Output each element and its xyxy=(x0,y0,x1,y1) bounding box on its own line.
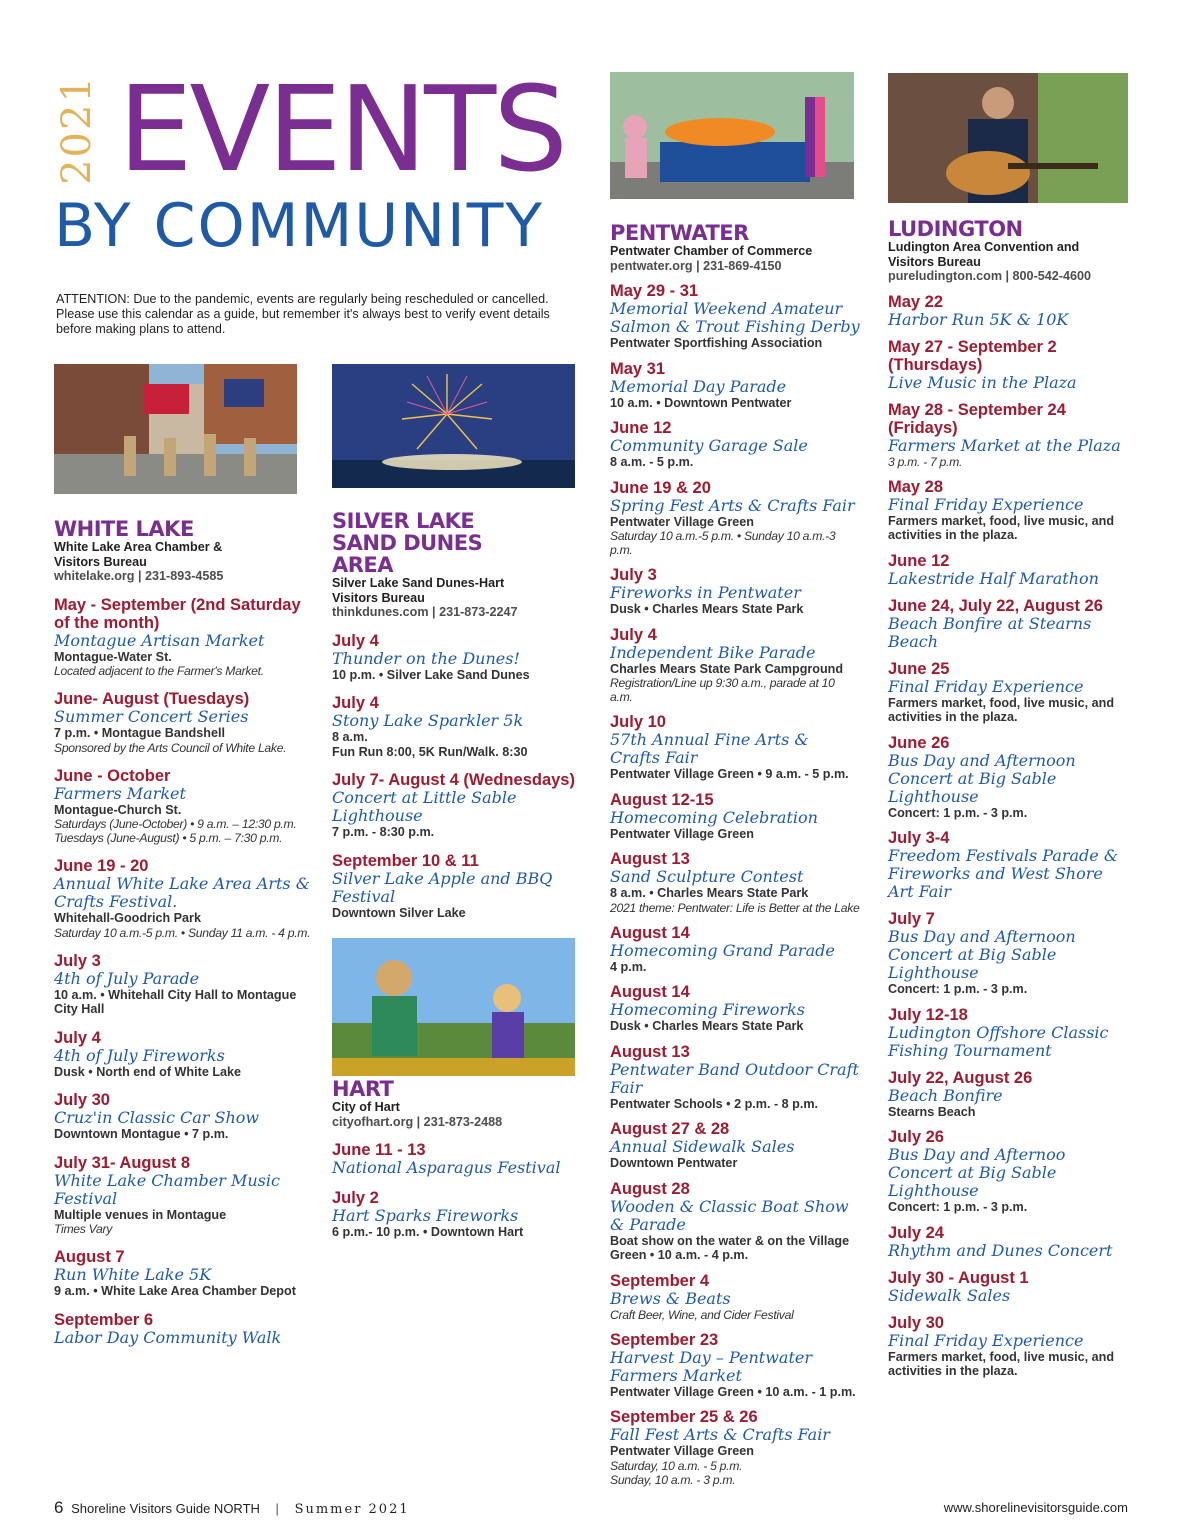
event-title: Wooden & Classic Boat Show & Parade xyxy=(610,1196,849,1234)
event-location: Concert: 1 p.m. - 3 p.m. xyxy=(888,982,1028,996)
event-item xyxy=(332,771,577,840)
community-org: Ludington Area Convention and Visitors Bureau xyxy=(888,240,1080,269)
event-location: Downtown Pentwater xyxy=(610,1156,738,1170)
season-label: Summer 2021 xyxy=(294,1502,410,1517)
event-item xyxy=(888,734,1133,821)
event-note: Sunday, 10 a.m. - 3 p.m. xyxy=(610,1472,736,1487)
community-contact: thinkdunes.com | 231-873-2247 xyxy=(332,605,518,619)
event-location: Farmers market, food, live music, and activities in the plaza. xyxy=(888,1349,1115,1378)
event-title: Cruz'in Classic Car Show xyxy=(54,1108,260,1127)
attention-notice: ATTENTION: Due to the pandemic, events are regularly being rescheduled or cancelled. Please use this calendar as a guide, but remember it's always best to verify event details before making plans to attend. xyxy=(56,292,550,336)
event-date: August 28 xyxy=(610,1179,690,1198)
event-title: Sand Sculpture Contest xyxy=(610,867,804,886)
event-item xyxy=(332,694,577,759)
event-location: Pentwater Schools • 2 p.m. - 8 p.m. xyxy=(610,1096,819,1111)
event-location: 8 a.m. xyxy=(332,730,368,744)
event-title: Fireworks in Pentwater xyxy=(610,583,801,602)
event-item xyxy=(888,293,1133,329)
event-title: 57th Annual Fine Arts & Crafts Fair xyxy=(610,730,809,767)
event-title: Final Friday Experience xyxy=(888,676,1084,696)
event-item xyxy=(888,910,1133,997)
event-item xyxy=(888,478,1133,543)
page-number: 6 xyxy=(54,1498,64,1517)
event-note: Registration/Line up 9:30 a.m., parade at 10 a.m. xyxy=(610,676,835,704)
event-location: Whitehall-Goodrich Park xyxy=(54,911,201,925)
event-item xyxy=(54,690,319,755)
community-name: SILVER LAKE SAND DUNES AREA xyxy=(332,509,483,577)
event-location: Pentwater Village Green xyxy=(610,1444,754,1458)
event-date: July 4 xyxy=(610,625,657,644)
event-title: Harvest Day – Pentwater Farmers Market xyxy=(610,1347,812,1385)
event-title: Bus Day and Afternoo Concert at Big Sable Lighthouse xyxy=(888,1145,1066,1200)
event-item xyxy=(54,952,319,1017)
event-title: Homecoming Celebration xyxy=(610,807,818,827)
event-title: Independent Bike Parade xyxy=(610,642,816,662)
event-location: Downtown Silver Lake xyxy=(332,905,466,920)
event-date: August 13 xyxy=(610,850,690,868)
event-item xyxy=(54,857,319,940)
event-item xyxy=(610,566,860,617)
event-title: Labor Day Community Walk xyxy=(54,1327,282,1347)
event-date: July 3 xyxy=(610,566,657,584)
event-item xyxy=(54,596,319,679)
event-location: Concert: 1 p.m. - 3 p.m. xyxy=(888,805,1028,820)
event-location: Pentwater Village Green • 10 a.m. - 1 p.m. xyxy=(610,1384,856,1399)
event-note: 3 p.m. - 7 p.m. xyxy=(888,454,963,469)
page-title: EVENTS xyxy=(118,60,566,198)
event-note: Saturday, 10 a.m. - 5 p.m. xyxy=(610,1458,743,1473)
festival-royalty-photo xyxy=(332,938,575,1076)
event-date: May 27 - September 2 (Thursdays) xyxy=(888,337,1057,374)
event-location: Pentwater Village Green xyxy=(610,514,754,529)
event-title: 4th of July Fireworks xyxy=(54,1045,225,1065)
event-date: July 24 xyxy=(888,1223,944,1242)
event-location: Montague-Church St. xyxy=(54,802,182,817)
event-item xyxy=(610,983,860,1034)
event-item xyxy=(888,829,1133,901)
event-date: June- August (Tuesdays) xyxy=(54,690,250,708)
event-date: September 4 xyxy=(610,1271,710,1290)
event-item xyxy=(888,1269,1133,1305)
event-note: 2021 theme: Pentwater: Life is Better at the Lake xyxy=(610,900,860,915)
event-item xyxy=(888,1128,1133,1215)
event-item xyxy=(888,1314,1133,1379)
event-date: June 19 - 20 xyxy=(54,857,149,875)
event-title: Stony Lake Sparkler 5k xyxy=(332,711,524,730)
white-lake-section xyxy=(54,518,319,1347)
event-date: August 12-15 xyxy=(610,790,714,809)
event-item xyxy=(610,626,860,705)
event-location: Farmers market, food, live music, and activities in the plaza. xyxy=(888,513,1115,542)
event-location: Downtown Montague • 7 p.m. xyxy=(54,1127,229,1141)
event-title: Beach Bonfire at Stearns Beach xyxy=(888,613,1092,651)
event-title: Harbor Run 5K & 10K xyxy=(888,309,1069,329)
event-date: August 27 & 28 xyxy=(610,1120,730,1138)
event-title: Memorial Day Parade xyxy=(610,376,787,396)
event-item xyxy=(610,1272,860,1322)
event-date: July 30 xyxy=(888,1313,944,1332)
event-date: July 22, August 26 xyxy=(888,1068,1033,1087)
event-date: July 12-18 xyxy=(888,1005,968,1024)
event-location: Dusk • Charles Mears State Park xyxy=(610,602,804,616)
community-org: Silver Lake Sand Dunes-Hart Visitors Bureau xyxy=(332,576,505,605)
event-date: May 29 - 31 xyxy=(610,282,699,300)
event-date: June 12 xyxy=(610,419,672,437)
event-location: Charles Mears State Park Campground xyxy=(610,661,844,676)
event-item xyxy=(610,713,860,782)
page-subtitle: BY COMMUNITY xyxy=(54,191,545,261)
hart-section xyxy=(332,1078,577,1240)
event-location: Dusk • Charles Mears State Park xyxy=(610,1019,804,1033)
event-location: Pentwater Sportfishing Association xyxy=(610,336,823,350)
community-contact: cityofhart.org | 231-873-2488 xyxy=(332,1114,503,1129)
publication-name: Shoreline Visitors Guide NORTH xyxy=(71,1501,260,1516)
event-location: Farmers market, food, live music, and activities in the plaza. xyxy=(888,695,1115,724)
event-date: July 30 xyxy=(54,1091,110,1109)
event-date: June 26 xyxy=(888,733,950,752)
footer-divider: | xyxy=(275,1501,279,1516)
event-title: Bus Day and Afternoon Concert at Big Sable Lighthouse xyxy=(888,750,1076,806)
event-date: September 10 & 11 xyxy=(332,851,479,870)
event-item xyxy=(54,767,319,846)
event-date: August 13 xyxy=(610,1042,690,1061)
event-title: National Asparagus Festival xyxy=(332,1158,561,1177)
event-title: White Lake Chamber Music Festival xyxy=(54,1170,280,1208)
community-contact: pureludington.com | 800-542-4600 xyxy=(888,269,1091,283)
event-date: May 22 xyxy=(888,292,944,311)
event-title: Farmers Market xyxy=(54,783,186,803)
event-title: Silver Lake Apple and BBQ Festival xyxy=(332,868,553,906)
event-note: Located adjacent to the Farmer's Market. xyxy=(54,664,264,678)
event-date: May 28 - September 24 (Fridays) xyxy=(888,400,1066,437)
website-link[interactable]: www.shorelinevisitorsguide.com xyxy=(943,1500,1128,1515)
guitarist-photo xyxy=(888,73,1128,203)
event-date: July 2 xyxy=(332,1189,379,1207)
event-title: Montague Artisan Market xyxy=(54,630,265,650)
community-org: White Lake Area Chamber & Visitors Bureau xyxy=(54,540,223,569)
event-title: Rhythm and Dunes Concert xyxy=(888,1240,1113,1260)
event-title: Run White Lake 5K xyxy=(54,1265,212,1284)
event-note: Saturday 10 a.m.-5 p.m. • Sunday 11 a.m. - 4 p.m. xyxy=(54,925,311,940)
event-date: July 4 xyxy=(332,694,379,712)
event-date: June - October xyxy=(54,766,171,785)
event-item xyxy=(610,850,860,915)
event-location: 8 a.m. - 5 p.m. xyxy=(610,455,694,469)
event-item xyxy=(888,338,1133,392)
event-date: July 7 xyxy=(888,910,935,928)
event-title: Thunder on the Dunes! xyxy=(332,648,520,668)
event-title: Beach Bonfire xyxy=(888,1085,1003,1105)
event-item xyxy=(888,1224,1133,1260)
event-date: July 3-4 xyxy=(888,829,950,847)
event-item xyxy=(610,479,860,558)
event-title: Spring Fest Arts & Crafts Fair xyxy=(610,495,855,515)
event-location: Concert: 1 p.m. - 3 p.m. xyxy=(888,1200,1028,1214)
event-title: Concert at Little Sable Lighthouse xyxy=(332,788,517,825)
event-note: Craft Beer, Wine, and Cider Festival xyxy=(610,1307,794,1322)
event-title: Memorial Weekend Amateur Salmon & Trout Fishing Derby xyxy=(610,299,860,336)
event-location: 6 p.m.- 10 p.m. • Downtown Hart xyxy=(332,1225,524,1239)
event-title: Freedom Festivals Parade & Fireworks and West Shore Art Fair xyxy=(888,846,1119,901)
event-date: July 31- August 8 xyxy=(54,1153,191,1172)
event-item xyxy=(610,419,860,470)
event-title: Fall Fest Arts & Crafts Fair xyxy=(610,1425,830,1444)
event-date: August 7 xyxy=(54,1248,125,1266)
event-title: Homecoming Grand Parade xyxy=(610,940,835,960)
event-location: Fun Run 8:00, 5K Run/Walk. 8:30 xyxy=(332,744,528,759)
event-date: July 4 xyxy=(54,1028,101,1047)
event-location: 9 a.m. • White Lake Area Chamber Depot xyxy=(54,1284,296,1298)
event-title: Annual Sidewalk Sales xyxy=(610,1137,795,1156)
event-item xyxy=(888,552,1133,588)
event-date: July 26 xyxy=(888,1128,944,1146)
community-name: LUDINGTON xyxy=(888,217,1023,241)
event-item xyxy=(610,791,860,842)
event-location: 7 p.m. - 8:30 p.m. xyxy=(332,825,435,839)
community-contact: whitelake.org | 231-893-4585 xyxy=(54,569,224,583)
event-date: September 6 xyxy=(54,1310,154,1329)
event-note: Times Vary xyxy=(54,1222,113,1236)
year-label: 2021 xyxy=(54,75,100,185)
event-item xyxy=(54,1091,319,1142)
event-item xyxy=(54,1154,319,1237)
fireworks-photo xyxy=(332,364,575,488)
event-location: Pentwater Village Green • 9 a.m. - 5 p.m. xyxy=(610,767,849,781)
ludington-section xyxy=(888,218,1133,1379)
event-location: 10 p.m. • Silver Lake Sand Dunes xyxy=(332,667,530,682)
event-title: Summer Concert Series xyxy=(54,707,249,726)
event-date: September 23 xyxy=(610,1330,719,1349)
event-location: 4 p.m. xyxy=(610,959,647,974)
event-location: Boat show on the water & on the Village Green • 10 a.m. - 4 p.m. xyxy=(610,1233,850,1262)
event-date: August 14 xyxy=(610,923,690,942)
event-item xyxy=(888,1069,1133,1120)
event-date: June 24, July 22, August 26 xyxy=(888,596,1103,615)
pentwater-parade-photo xyxy=(610,72,854,199)
event-title: Lakestride Half Marathon xyxy=(888,568,1099,588)
event-item xyxy=(610,924,860,975)
event-item xyxy=(888,660,1133,725)
event-item xyxy=(610,1120,860,1171)
event-location: Dusk • North end of White Lake xyxy=(54,1064,242,1079)
event-note: Saturdays (June-October) • 9 a.m. – 12:30 p.m. xyxy=(54,817,297,831)
event-item xyxy=(332,1189,577,1240)
event-title: Live Music in the Plaza xyxy=(888,372,1077,392)
event-date: June 12 xyxy=(888,551,950,570)
page-footer xyxy=(54,1498,410,1518)
event-title: Community Garage Sale xyxy=(610,436,808,455)
event-item xyxy=(332,632,577,683)
community-org: Pentwater Chamber of Commerce xyxy=(610,244,813,258)
event-date: June 11 - 13 xyxy=(332,1141,426,1159)
event-date: June 19 & 20 xyxy=(610,478,711,497)
event-title: Bus Day and Afternoon Concert at Big Sable Lighthouse xyxy=(888,927,1076,982)
event-date: July 4 xyxy=(332,631,379,650)
event-location: Montague-Water St. xyxy=(54,649,172,664)
event-date: August 14 xyxy=(610,983,690,1001)
parade-photo xyxy=(54,364,297,494)
community-name: WHITE LAKE xyxy=(54,517,194,541)
event-title: Annual White Lake Area Arts & Crafts Festival. xyxy=(54,874,310,911)
event-date: July 30 - August 1 xyxy=(888,1268,1029,1287)
event-item xyxy=(54,1029,319,1080)
event-location: 8 a.m. • Charles Mears State Park xyxy=(610,886,809,900)
event-location: 10 a.m. • Whitehall City Hall to Montague City Hall xyxy=(54,987,297,1016)
event-date: July 3 xyxy=(54,951,101,970)
event-date: June 25 xyxy=(888,659,950,678)
event-title: Ludington Offshore Classic Fishing Tournament xyxy=(888,1022,1109,1060)
community-name: HART xyxy=(332,1077,394,1101)
event-location: 10 a.m. • Downtown Pentwater xyxy=(610,395,792,410)
event-item xyxy=(610,1180,860,1263)
event-item xyxy=(610,1331,860,1400)
event-title: Homecoming Fireworks xyxy=(610,1000,805,1019)
event-location: 7 p.m. • Montague Bandshell xyxy=(54,726,225,740)
event-item xyxy=(610,360,860,411)
event-date: May 28 xyxy=(888,477,944,496)
event-item xyxy=(54,1248,319,1299)
event-item xyxy=(610,282,860,351)
event-title: Farmers Market at the Plaza xyxy=(888,435,1121,455)
event-item xyxy=(610,1043,860,1112)
event-note: Sponsored by the Arts Council of White Lake. xyxy=(54,740,287,755)
event-note: Tuesdays (June-August) • 5 p.m. – 7:30 p.m. xyxy=(54,831,283,845)
event-item xyxy=(54,1311,319,1347)
event-title: Final Friday Experience xyxy=(888,1330,1084,1350)
community-name: PENTWATER xyxy=(610,221,749,245)
event-title: Sidewalk Sales xyxy=(888,1285,1011,1305)
event-location: Pentwater Village Green xyxy=(610,826,754,841)
event-location: Stearns Beach xyxy=(888,1104,976,1119)
event-title: 4th of July Parade xyxy=(54,968,200,988)
event-title: Final Friday Experience xyxy=(888,494,1084,514)
event-item xyxy=(332,852,577,921)
event-title: Hart Sparks Fireworks xyxy=(332,1206,519,1225)
event-item xyxy=(888,1006,1133,1060)
event-date: July 7- August 4 (Wednesdays) xyxy=(332,771,575,789)
event-date: May - September (2nd Saturday of the month) xyxy=(54,595,301,632)
event-date: September 25 & 26 xyxy=(610,1408,758,1426)
event-item xyxy=(888,401,1133,469)
event-title: Pentwater Band Outdoor Craft Fair xyxy=(610,1059,859,1097)
community-contact: pentwater.org | 231-869-4150 xyxy=(610,258,782,273)
event-date: May 31 xyxy=(610,359,666,378)
event-note: Saturday 10 a.m.-5 p.m. • Sunday 10 a.m.-3 p.m. xyxy=(610,529,836,557)
event-date: July 10 xyxy=(610,713,666,731)
silver-lake-section xyxy=(332,510,577,920)
pentwater-section xyxy=(610,222,860,1487)
event-title: Brews & Beats xyxy=(610,1288,731,1308)
event-item xyxy=(610,1408,860,1487)
event-item xyxy=(332,1141,577,1177)
event-location: Multiple venues in Montague xyxy=(54,1207,227,1222)
event-item xyxy=(888,597,1133,651)
community-org: City of Hart xyxy=(332,1100,400,1114)
